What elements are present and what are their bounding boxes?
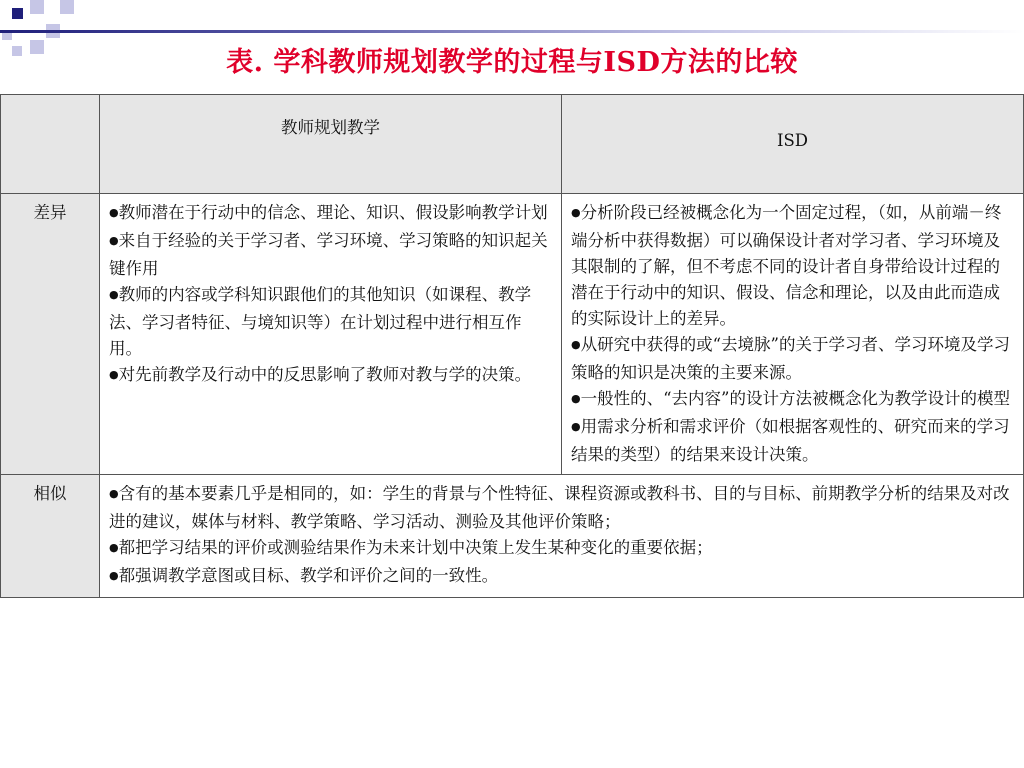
bullet-icon: ● xyxy=(109,288,119,301)
header-rule xyxy=(0,30,1024,33)
list-item: ●教师的内容或学科知识跟他们的其他知识（如课程、教学法、学习者特征、与境知识等）在计划过程中进行相互作用。 xyxy=(109,285,532,358)
list-item: ●用需求分析和需求评价（如根据客观性的、研究而来的学习结果的类型）的结果来设计决策。 xyxy=(571,417,1010,464)
list-item: ●一般性的、“去内容”的设计方法被概念化为教学设计的模型 xyxy=(571,389,1010,408)
bullet-icon: ● xyxy=(109,541,119,554)
row-label-similarities: 相似 xyxy=(1,475,100,598)
list-item: ●教师潜在于行动中的信念、理论、知识、假设影响教学计划 xyxy=(109,203,548,222)
deco-square-icon xyxy=(12,8,23,19)
differences-isd-cell xyxy=(562,194,1024,475)
header-corner-cell xyxy=(1,95,100,194)
row-label-differences: 差异 xyxy=(1,194,100,475)
header-col-isd: ISD xyxy=(562,95,1024,194)
list-item: ●分析阶段已经被概念化为一个固定过程，（如，从前端－终端分析中获得数据）可以确保设计者对学习者、学习环境及其限制的了解，但不考虑不同的设计者自身带给设计过程的潜在于行动中的知识、假设、信念和理论，以及由此而造成的实际设计上的差异。 xyxy=(571,203,1002,328)
bullet-icon: ● xyxy=(571,420,581,433)
table-row-differences xyxy=(1,194,1024,475)
list-item: ●对先前教学及行动中的反思影响了教师对教与学的决策。 xyxy=(109,365,532,384)
bullet-icon: ● xyxy=(571,338,581,351)
list-item: ●含有的基本要素几乎是相同的，如：学生的背景与个性特征、课程资源或教科书、目的与目标、前期教学分析的结果及对改进的建议，媒体与材料、教学策略、学习活动、测验及其他评价策略； xyxy=(109,484,1010,531)
bullet-icon: ● xyxy=(109,234,119,247)
list-item: ●都强调教学意图或目标、教学和评价之间的一致性。 xyxy=(109,566,499,585)
page-title: 表. 学科教师规划教学的过程与ISD方法的比较 xyxy=(226,47,798,78)
bullet-icon: ● xyxy=(109,206,119,219)
list-item: ●从研究中获得的或“去境脉”的关于学习者、学习环境及学习策略的知识是决策的主要来源。 xyxy=(571,335,1010,382)
deco-square-icon xyxy=(60,0,74,14)
bullet-icon: ● xyxy=(109,569,119,582)
deco-square-icon xyxy=(30,0,44,14)
list-item: ●都把学习结果的评价或测验结果作为未来计划中决策上发生某种变化的重要依据； xyxy=(109,538,713,557)
header-col-teacher: 教师规划教学 xyxy=(100,95,562,194)
bullet-icon: ● xyxy=(109,368,119,381)
list-item: ●来自于经验的关于学习者、学习环境、学习策略的知识起关键作用 xyxy=(109,231,548,278)
bullet-icon: ● xyxy=(571,206,581,219)
table-header-row xyxy=(1,95,1024,194)
similarities-cell xyxy=(100,475,1024,598)
comparison-table xyxy=(0,94,1024,598)
bullet-icon: ● xyxy=(109,487,119,500)
table-row-similarities xyxy=(1,475,1024,598)
bullet-icon: ● xyxy=(571,392,581,405)
differences-teacher-cell xyxy=(100,194,562,475)
